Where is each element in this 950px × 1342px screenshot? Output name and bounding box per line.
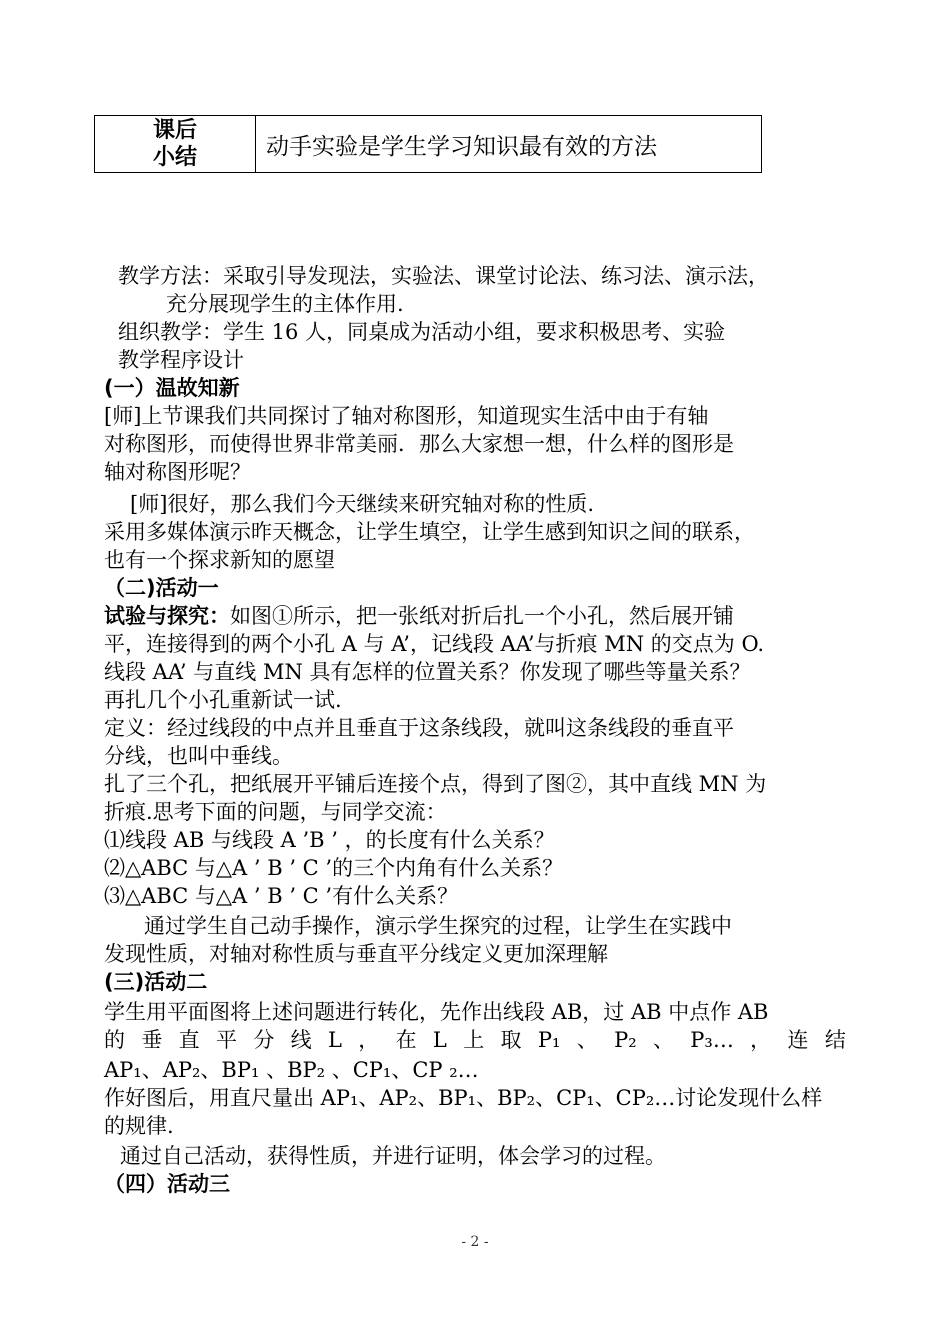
text-line: 通过自己活动，获得性质，并进行证明，体会学习的过程。 <box>120 1144 666 1168</box>
justified-text-part: P₂ <box>614 1028 637 1052</box>
justified-text-part: 垂 <box>141 1028 163 1052</box>
text-line <box>104 603 734 631</box>
justified-text-part: ， <box>750 1028 772 1052</box>
justified-text-part: 的 <box>104 1028 125 1052</box>
justified-text-part: 取 <box>500 1028 522 1052</box>
justified-text-part: 、 <box>652 1028 674 1052</box>
text-line: 组织教学：学生 16 人，同桌成为活动小组，要求积极思考、实验 <box>118 320 726 344</box>
justified-text-part: ， <box>358 1028 380 1052</box>
justified-text-part: 、 <box>576 1028 598 1052</box>
summary-label-line1: 课后 <box>152 118 197 143</box>
justified-text-part: 在 <box>395 1028 417 1052</box>
text-line: 充分展现学生的主体作用. <box>166 292 404 316</box>
justified-text-part: 线 <box>290 1028 312 1052</box>
justified-text-part: 上 <box>463 1028 485 1052</box>
question-item: ⑴线段 AB 与线段 A ’B ’ ，的长度有什么关系？ <box>104 828 555 852</box>
text-line: 线段 AA’ 与直线 MN 具有怎样的位置关系？你发现了哪些等量关系？ <box>104 660 751 684</box>
text-line: 也有一个探求新知的愿望 <box>104 548 335 572</box>
justified-text-part: 分 <box>253 1028 275 1052</box>
justified-text-part: L <box>432 1028 447 1052</box>
question-item: ⑵△ABC 与△A ’ B ’ C ’的三个内角有什么关系？ <box>104 856 564 880</box>
bold-lead: 试验与探究： <box>104 604 230 628</box>
justified-text-part: 连 <box>787 1028 809 1052</box>
text-line: 通过学生自己动手操作，演示学生探究的过程，让学生在实践中 <box>144 914 732 938</box>
text-line: 分线，也叫中垂线。 <box>104 744 293 768</box>
page-number: - 2 - <box>461 1234 489 1250</box>
text-line: 扎了三个孔，把纸展开平铺后连接个点，得到了图②，其中直线 MN 为 <box>104 772 767 796</box>
question-item: ⑶△ABC 与△A ’ B ’ C ’有什么关系？ <box>104 884 459 908</box>
text-line: 教学方法：采取引导发现法，实验法、课堂讨论法、练习法、演示法， <box>118 264 769 288</box>
text-line: 再扎几个小孔重新试一试. <box>104 688 342 712</box>
text-line: AP₁、AP₂、BP₁ 、BP₂ 、CP₁、CP ₂… <box>104 1058 479 1082</box>
summary-label-line2: 小结 <box>152 145 197 170</box>
justified-text-line <box>104 1027 846 1055</box>
text-line: 教学程序设计 <box>118 348 244 372</box>
text-line: 平，连接得到的两个小孔 A 与 A’，记线段 AA’与折痕 MN 的交点为 O. <box>104 632 765 656</box>
justified-text-part: 结 <box>824 1028 846 1052</box>
text-line: 作好图后，用直尺量出 AP₁、AP₂、BP₁、BP₂、CP₁、CP₂…讨论发现什么样 <box>104 1086 823 1110</box>
text-line: 的规律. <box>104 1114 174 1138</box>
summary-table <box>94 115 762 173</box>
text-line: 定义：经过线段的中点并且垂直于这条线段，就叫这条线段的垂直平 <box>104 716 734 740</box>
text-line: 对称图形，而使得世界非常美丽．那么大家想一想，什么样的图形是 <box>104 432 734 456</box>
section-heading: (一）温故知新 <box>104 376 240 400</box>
text-line: [师]很好，那么我们今天继续来研究轴对称的性质. <box>130 492 595 516</box>
section-heading: （四）活动三 <box>104 1172 230 1196</box>
section-heading: （二)活动一 <box>104 576 219 600</box>
text-line: 轴对称图形呢？ <box>104 460 251 484</box>
section-heading: (三)活动二 <box>104 970 208 994</box>
summary-content: 动手实验是学生学习知识最有效的方法 <box>256 116 762 173</box>
summary-label-cell <box>95 116 256 173</box>
text-line: 学生用平面图将上述问题进行转化，先作出线段 AB，过 AB 中点作 AB <box>104 1000 769 1024</box>
justified-text-part: L <box>327 1028 342 1052</box>
text-line: 发现性质，对轴对称性质与垂直平分线定义更加深理解 <box>104 942 608 966</box>
justified-text-part: P₁ <box>537 1028 561 1052</box>
justified-text-part: P₃… <box>690 1028 734 1052</box>
justified-text-part: 直 <box>178 1028 200 1052</box>
text-line: [师]上节课我们共同探讨了轴对称图形，知道现实生活中由于有轴 <box>104 404 709 428</box>
justified-text-part: 平 <box>215 1028 237 1052</box>
text-span: 如图①所示，把一张纸对折后扎一个小孔，然后展开铺 <box>230 604 734 628</box>
text-line: 折痕.思考下面的问题，与同学交流： <box>104 800 447 824</box>
text-line: 采用多媒体演示昨天概念，让学生填空，让学生感到知识之间的联系， <box>104 520 755 544</box>
